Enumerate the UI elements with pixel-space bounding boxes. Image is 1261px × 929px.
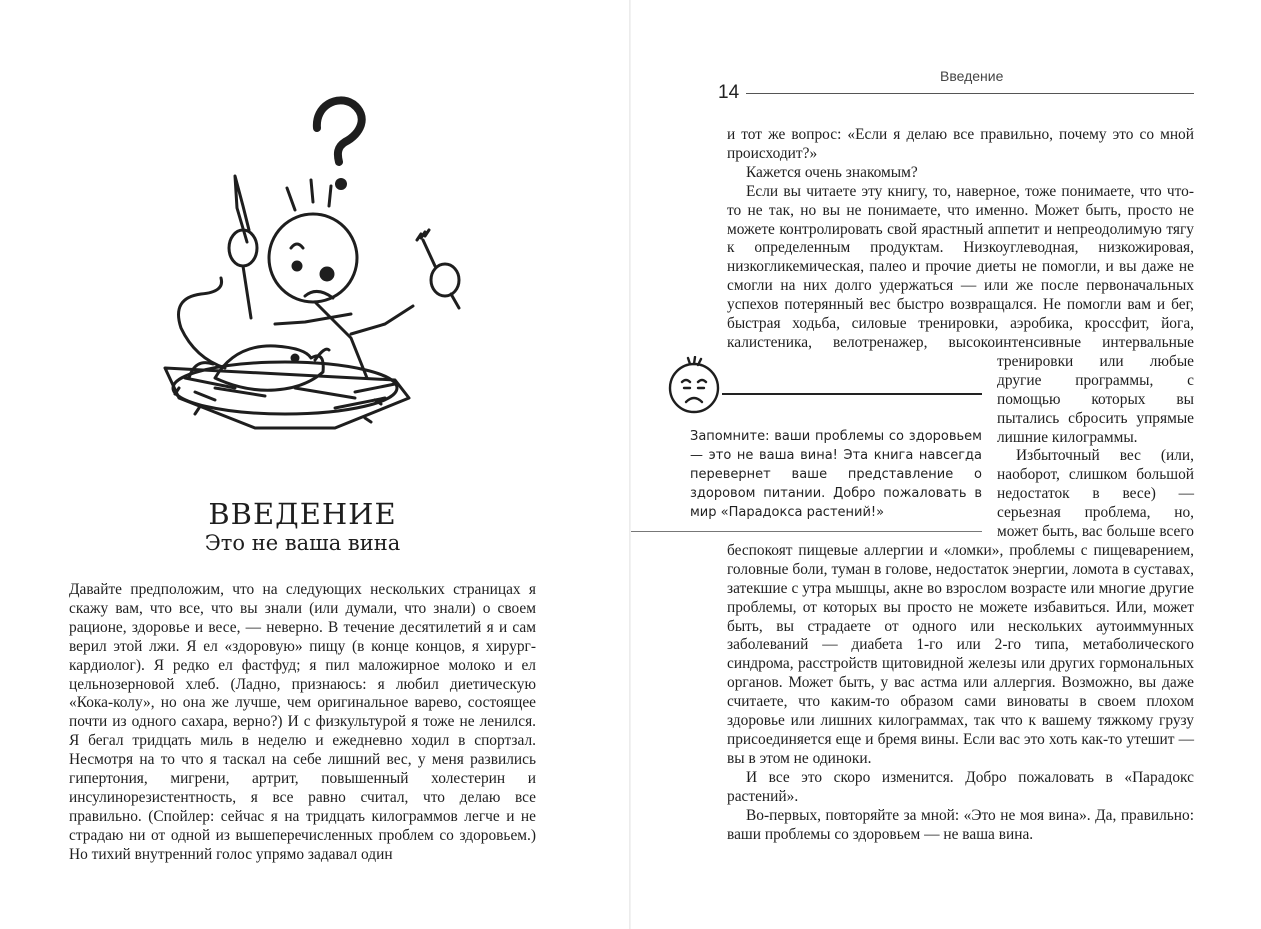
running-head: Введение [940,68,1004,84]
paragraph: Избыточный вес (или, наоборот, слишком большой недостаток в весе) — серьезная проблема, но, может быть, вас больше всего беспокоят пищевые аллергии и «ломки», проблемы с пищеварением, головные боли, туман в голове, недостаток энергии, ломота в суставах, затекшие с утра мышцы, акне во взрослом возрасте или многие другие проблемы, от которых вы просто не можете избавиться. Или, может быть, вы страдаете от одного или нескольких аутоиммунных заболеваний — диабета 1-го или 2-го типа, метаболического синдрома, расстройств щитовидной железы или других гормональных органов. Может быть, у вас астма или аллергия. Возможно, вы даже считаете, что каким-то образом сами виноваты в своем плохом здоровье или лишних килограммах, так что к вашему тяжкому грузу присоединяется еще и бремя вины. Если вас это хоть как-то утешит — вы в этом не одиноки. [727,447,1194,767]
paragraph: И все это скоро изменится. Добро пожаловать в «Парадокс растений». [727,768,1194,805]
callout-text: Запомните: ваши проблемы со здоровьем — это не ваша вина! Эта книга навсегда перевернет ваше представление о здоровом питании. Добро пожаловать в мир «Парадокса растений!» [690,429,982,520]
sad-face-icon [666,356,722,414]
chapter-subtitle: Это не ваша вина [204,531,401,555]
page-number: 14 [718,82,740,103]
paragraph: Если вы читаете эту книгу, то, наверное, тоже понимаете, что что-то не так, но вы не понимаете, что именно. Может быть, просто не можете контролировать свой ярастный аппетит и непреодолимую тягу к определенным продуктам. Низкоуглеводная, низкожировая, низкогликемическая, палео и прочие диеты не помогли, и вы даже не смогли на них долго удержаться — или же после первоначальных успехов потерянный вес быстро возвращался. Не помогли вам и бег, быстрая ходьба, силовые тренировки, аэробика, кроссфит, йога, калистеника, велотренажер, высокоинтенсивные интервальные тренировки или любые другие программы, с помощью которых вы пытались сбросить упрямые лишние килограммы. [727,182,1194,446]
callout-bottom-rule [631,531,982,532]
left-page-body: Давайте предположим, что на следующих нескольких страницах я скажу вам, что все, что вы знали (или думали, что знали) о своем рационе, здоровье и весе, — неверно. В течение десятилетий я и сам верил этой лжи. Я ел «здоровую» пищу (в конце концов, я хирург-кардиолог). Я редко ел фастфуд; я пил маложирное молоко и ел цельнозерновой хлеб. (Ладно, признаюсь: я любил диетическую «Кока-колу», но она же лучше, чем оригинальное варево, состоящее почти из одного сахара, верно?) И с физкультурой я тоже не ленился. Я бегал тридцать миль в неделю и ежедневно ходил в спортзал. Несмотря на то что я таскал на себе лишний вес, у меня развились гипертония, мигрени, артрит, повышенный холестерин и инсулинорезистентность, я все равно считал, что делаю все правильно. (Спойлер: сейчас я на тридцать килограммов легче и не страдаю ни от одной из вышеперечисленных проблем со здоровьем.) Но тихий внутренний голос упрямо задавал один [69,581,536,863]
paragraph-continuation: и тот же вопрос: «Если я делаю все правильно, почему это со мной происходит?» [727,126,1194,162]
callout-rule [722,393,982,395]
chapter-title: ВВЕДЕНИЕ [208,497,397,531]
paragraph: Кажется очень знакомым? [746,163,918,181]
header-rule [746,93,1194,94]
book-gutter [629,0,631,929]
confused-stick-figure-with-fork-knife-and-plate-icon [155,88,485,448]
paragraph: Во-первых, повторяйте за мной: «Это не моя вина». Да, правильно: ваши проблемы со здоровьем — не ваша вина. [727,806,1194,843]
